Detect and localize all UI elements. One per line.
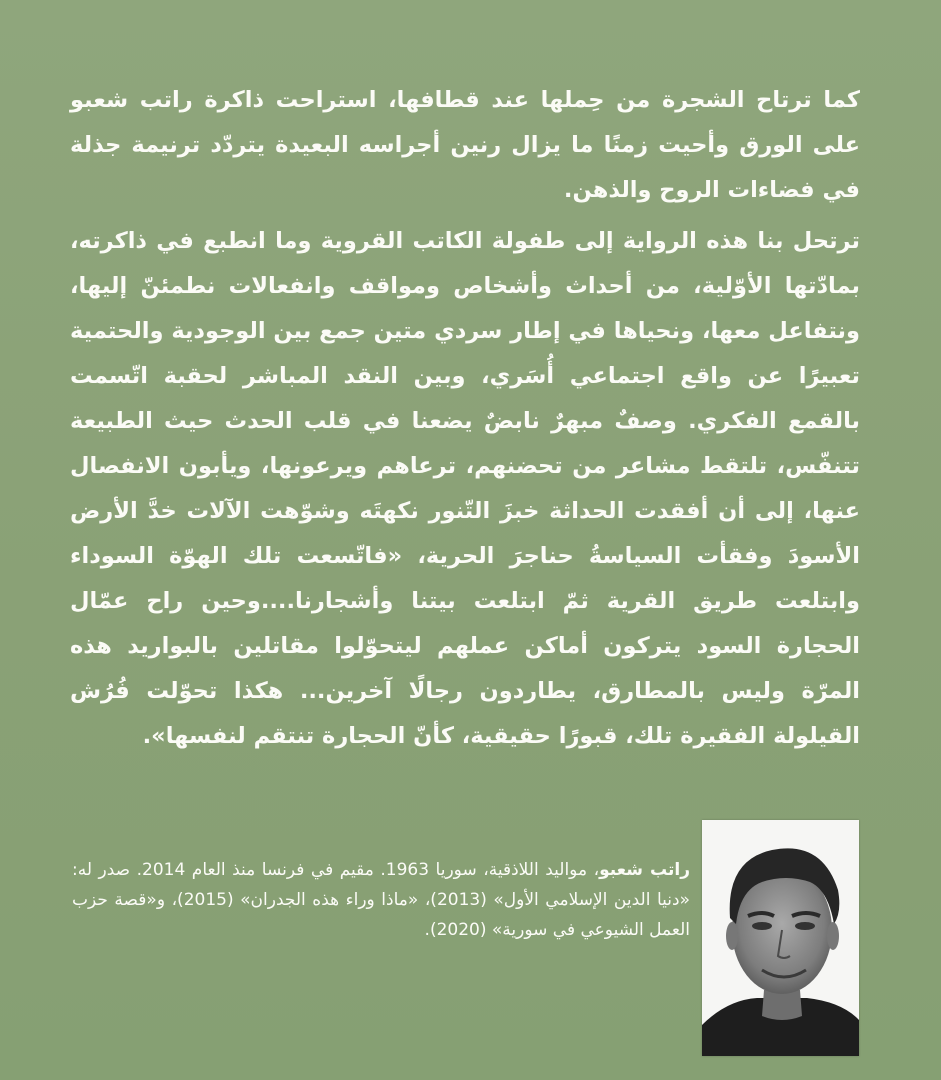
- author-photo: [702, 820, 859, 1056]
- blurb-paragraph-1: كما ترتاح الشجرة من حِملها عند قطافها، استراحت ذاكرة راتب شعبو على الورق وأحيت زمنًا ما يزال رنين أجراسه البعيدة يتردّد ترنيمة جذلة في فضاءات الروح والذهن.: [70, 87, 860, 203]
- blurb-text-block: [70, 78, 860, 765]
- author-bio-text: ، مواليد اللاذقية، سوريا 1963. مقيم في فرنسا منذ العام 2014. صدر له: «دنيا الدين الإسلامي الأول» (2013)، «ماذا وراء هذه الجدران» (2015)، و«قصة حزب العمل الشيوعي في سورية» (2020).: [72, 860, 690, 940]
- author-portrait-drawing: [702, 820, 859, 1056]
- author-name: راتب شعبو: [599, 860, 690, 880]
- author-bio: [72, 855, 690, 945]
- blurb-paragraph-2: ترتحل بنا هذه الرواية إلى طفولة الكاتب القروية وما انطبع في ذاكرته، بمادّتها الأوّلية، من أحداث وأشخاص ومواقف وانفعالات نطمئنّ إليها، ونتفاعل معها، ونحياها في إطار سردي متين جمع بين الوجودية والحتمية تعبيرًا عن واقع اجتماعي أُسَري، وبين النقد المباشر لحقبة اتّسمت بالقمع الفكري. وصفٌ مبهرٌ نابضٌ يضعنا في قلب الحدث حيث الطبيعة تتنفّس، تلتقط مشاعر من تحضنهم، ترعاهم ويرعونها، ويأبون الانفصال عنها، إلى أن أفقدت الحداثة خبزَ التّنور نكهتَه وشوّهت الآلات خدَّ الأرض الأسودَ وفقأت السياسةُ حناجرَ الحرية، «فاتّسعت تلك الهوّة السوداء وابتلعت طريق القرية ثمّ ابتلعت بيتنا وأشجارنا....وحين راح عمّال الحجارة السود يتركون أماكن عملهم ليتحوّلوا مقاتلين بالبواريد هذه المرّة وليس بالمطارق، يطاردون رجالًا آخرين... هكذا تحوّلت فُرُش القيلولة الفقيرة تلك، قبورًا حقيقية، كأنّ الحجارة تنتقم لنفسها».: [70, 228, 860, 749]
